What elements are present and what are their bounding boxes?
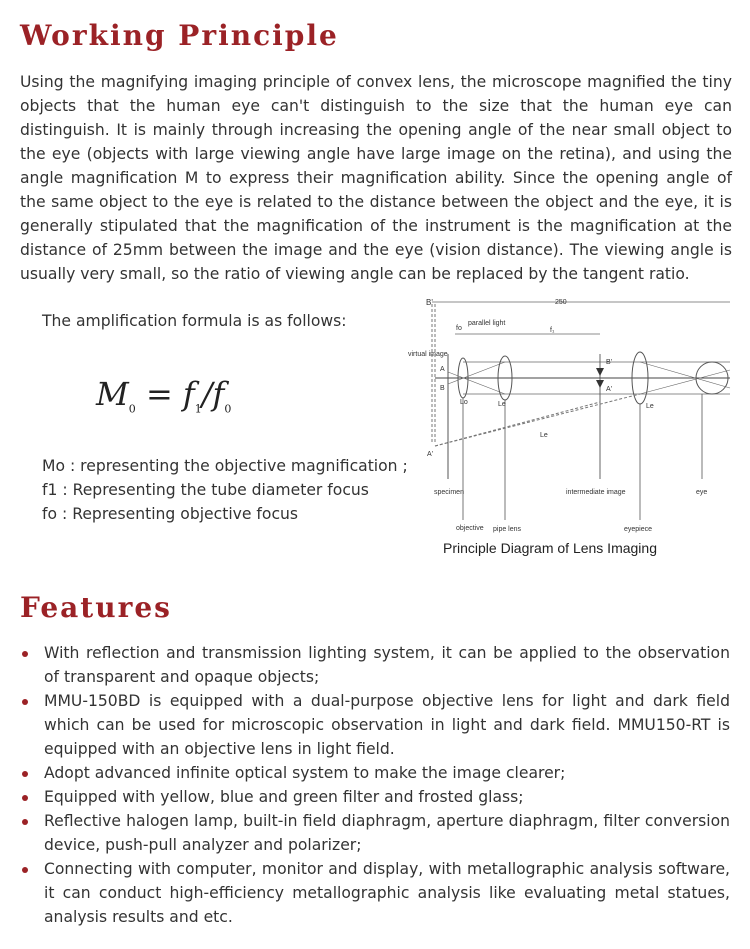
label-le-2: Le (646, 403, 654, 410)
image-arrow-bottom (596, 380, 604, 388)
label-virtual-image: virtual image (408, 351, 448, 358)
bullet-icon (22, 867, 28, 873)
feature-text: Reflective halogen lamp, built-in field diaphragm, aperture diaphragm, filter conversion device, push-pull analyzer and polarizer; (44, 812, 730, 854)
feature-item (20, 857, 730, 929)
formula-f0-sub: 0 (224, 402, 232, 416)
feature-item (20, 761, 730, 785)
label-fo: fo (456, 325, 462, 332)
features-heading: Features (20, 591, 172, 624)
definition-item: fo : Representing objective focus (42, 505, 299, 523)
label-eyepiece: eyepiece (624, 526, 653, 533)
label-f1: f₁ (550, 327, 555, 334)
formula-m: M (96, 375, 129, 413)
label-lo: Lo (460, 399, 468, 406)
label-parallel-light: parallel light (468, 320, 506, 327)
feature-item (20, 809, 730, 857)
label-a-prime-mid: A' (606, 386, 613, 393)
image-arrow-top (596, 368, 604, 376)
lens-imaging-diagram (400, 294, 740, 562)
feature-item (20, 785, 730, 809)
label-le-1: Le (498, 401, 506, 408)
label-b: B (440, 385, 445, 392)
label-a: A (440, 366, 445, 373)
working-principle-paragraph: Using the magnifying imaging principle of convex lens, the microscope magnified the tiny objects that the human eye can't distinguish to the size that the human eye can distinguish. It is mainly through increasing the opening angle of the near small object to the eye (objects with large viewing angle have large image on the retina), and using the angle magnification M to express their magnification ability. Since the opening angle of the same object to the eye is related to the distance between the object and the eye, it is generally stipulated that the magnification of the instrument is the magnification at the distance of 25mm between the image and the eye (vision distance). The viewing angle is usually very small, so the ratio of viewing angle can be replaced by the tangent ratio. (20, 73, 732, 283)
label-distance: 250 (555, 299, 567, 306)
formula-f0: f (212, 375, 225, 413)
diagram-caption: Principle Diagram of Lens Imaging (443, 540, 657, 556)
feature-text: Connecting with computer, monitor and display, with metallographic analysis software, it can conduct high-efficiency metallographic analysis like evaluating metal statues, analysis results and etc. (44, 860, 730, 926)
definition-item: f1 : Representing the tube diameter focus (42, 481, 369, 499)
feature-text: Adopt advanced infinite optical system to make the image clearer; (44, 764, 566, 782)
formula-f1-sub: 1 (194, 402, 202, 416)
feature-text: MMU-150BD is equipped with a dual-purpose objective lens for light and dark field which can be used for microscopic observation in light and dark field. MMU150-RT is equipped with an objective lens in light field. (44, 692, 730, 758)
bullet-icon (22, 771, 28, 777)
eye-ray-2 (640, 370, 730, 394)
bullet-icon (22, 795, 28, 801)
working-principle-heading: Working Principle (20, 19, 339, 52)
label-intermediate-image: intermediate image (566, 489, 626, 496)
label-objective: objective (456, 525, 484, 532)
dashed-ray-2 (435, 402, 600, 446)
magnification-formula (96, 375, 232, 416)
eye-ray-1 (640, 362, 730, 388)
label-specimen: specimen (434, 489, 464, 496)
features-list (20, 641, 730, 929)
definition-item: Mo : representing the objective magnification ; (42, 457, 408, 475)
formula-intro: The amplification formula is as follows: (42, 312, 347, 330)
feature-item (20, 641, 730, 689)
ray-cross-1 (448, 372, 505, 394)
label-le-3: Le (540, 432, 548, 439)
label-eye: eye (696, 489, 708, 496)
feature-item (20, 689, 730, 761)
label-a-prime-bottom: A' (427, 451, 434, 458)
bullet-icon (22, 819, 28, 825)
formula-slash: / (201, 375, 213, 413)
ray-cross-2 (448, 362, 505, 384)
bullet-icon (22, 651, 28, 657)
formula-eq: = (145, 375, 173, 413)
bullet-icon (22, 699, 28, 705)
formula-f1: f (182, 375, 195, 413)
label-pipe-lens: pipe lens (493, 526, 522, 533)
feature-text: Equipped with yellow, blue and green filter and frosted glass; (44, 788, 524, 806)
label-b-prime-top: B' (426, 298, 433, 307)
formula-definitions (42, 454, 408, 526)
formula-m-sub: 0 (128, 402, 136, 416)
feature-text: With reflection and transmission lighting system, it can be applied to the observation of transparent and opaque objects; (44, 644, 730, 686)
label-b-prime-mid: B' (606, 359, 613, 366)
